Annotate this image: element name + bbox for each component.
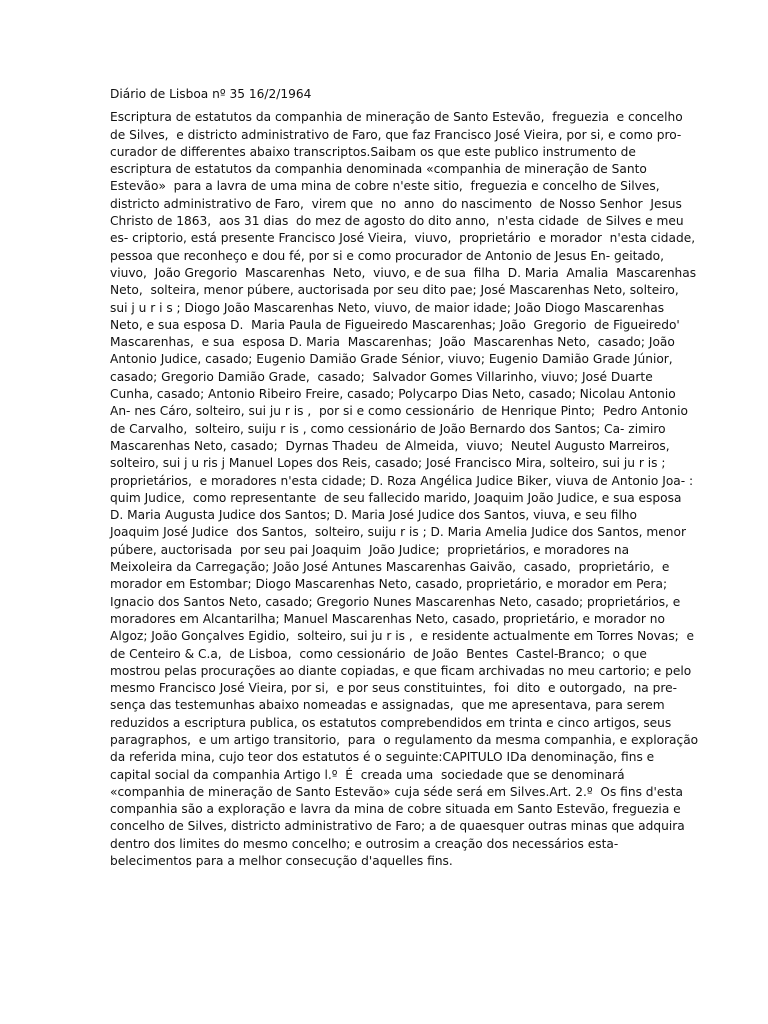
body-line: paragraphos, e um artigo transitorio, para o regulamento da mesma companhia, e exploração bbox=[110, 732, 699, 747]
body-line: Meixoleira da Carregação; João José Antunes Mascarenhas Gaivão, casado, proprietário, e bbox=[110, 560, 670, 575]
body-line: capital social da companhia Artigo l.º É creada uma sociedade que se denominará bbox=[110, 767, 625, 782]
body-line: Algoz; João Gonçalves Egidio, solteiro, sui ju r is , e residente actualmente em Torres Novas; e bbox=[110, 629, 695, 644]
body-line: da referida mina, cujo teor dos estatutos é o seguinte:CAPITULO IDa denominação, fins e bbox=[110, 750, 655, 765]
body-line: Christo de 1863, aos 31 dias do mez de agosto do dito anno, n'esta cidade de Silves e meu bbox=[110, 214, 684, 229]
body-line: companhia são a exploração e lavra da mina de cobre situada em Santo Estevão, freguezia e bbox=[110, 802, 681, 817]
body-line: concelho de Silves, districto administrativo de Faro; a de quaesquer outras minas que adquira bbox=[110, 819, 685, 834]
body-line: Antonio Judice, casado; Eugenio Damião Grade Sénior, viuvo; Eugenio Damião Grade Júnior, bbox=[110, 352, 673, 367]
body-line: escriptura de estatutos da companhia denominada «companhia de mineração de Santo bbox=[110, 162, 647, 177]
body-line: Neto, e sua esposa D. Maria Paula de Figueiredo Mascarenhas; João Gregorio de Figueiredo' bbox=[110, 317, 680, 332]
body-line: pessoa que reconheço e dou fé, por si e como procurador de Antonio de Jesus En- geitado, bbox=[110, 248, 664, 263]
body-line: mostrou pelas procurações ao diante copiadas, e que ficam archivadas no meu cartorio; e pelo bbox=[110, 663, 692, 678]
body-line: Ignacio dos Santos Neto, casado; Gregorio Nunes Mascarenhas Neto, casado; proprietários, e bbox=[110, 594, 681, 609]
body-line: casado; Gregorio Damião Grade, casado; Salvador Gomes Villarinho, viuvo; José Duarte bbox=[110, 369, 653, 384]
body-line: de Centeiro & C.a, de Lisboa, como cessionário de João Bentes Castel-Branco; o que bbox=[110, 646, 647, 661]
body-line: dentro dos limites do mesmo concelho; e outrosim a creação dos necessários esta- bbox=[110, 836, 619, 851]
document-title: Diário de Lisboa nº 35 16/2/1964 bbox=[110, 87, 312, 101]
body-line: Escriptura de estatutos da companhia de mineração de Santo Estevão, freguezia e concelho bbox=[110, 110, 683, 125]
body-line: Neto, solteira, menor púbere, auctorisada por seu dito pae; José Mascarenhas Neto, solteiro, bbox=[110, 283, 679, 298]
body-line: mesmo Francisco José Vieira, por si, e por seus constituintes, foi dito e outorgado, na pre- bbox=[110, 681, 678, 696]
document-page bbox=[110, 86, 699, 870]
body-line: reduzidos a escriptura publica, os estatutos comprebendidos em trinta e cinco artigos, seus bbox=[110, 715, 672, 730]
body-line: An- nes Cáro, solteiro, sui ju r is , por si e como cessionário de Henrique Pinto; Pedro Antonio bbox=[110, 404, 688, 419]
body-line: de Silves, e districto administrativo de Faro, que faz Francisco José Vieira, por si, e como pro- bbox=[110, 127, 682, 142]
body-line: es- criptorio, está presente Francisco José Vieira, viuvo, proprietário e morador n'esta cidade, bbox=[110, 231, 696, 246]
body-line: belecimentos para a melhor consecução d'aquelles fins. bbox=[110, 854, 453, 869]
body-line: Mascarenhas, e sua esposa D. Maria Mascarenhas; João Mascarenhas Neto, casado; João bbox=[110, 335, 675, 350]
body-line: D. Maria Augusta Judice dos Santos; D. Maria José Judice dos Santos, viuva, e seu filho bbox=[110, 508, 637, 523]
body-line: Estevão» para a lavra de uma mina de cobre n'este sitio, freguezia e concelho de Silves, bbox=[110, 179, 660, 194]
body-line: púbere, auctorisada por seu pai Joaquim João Judice; proprietários, e moradores na bbox=[110, 542, 630, 557]
body-line: quim Judice, como representante de seu fallecido marido, Joaquim João Judice, e sua esposa bbox=[110, 490, 682, 505]
body-line: curador de differentes abaixo transcriptos.Saibam os que este publico instrumento de bbox=[110, 144, 636, 159]
body-line: Cunha, casado; Antonio Ribeiro Freire, casado; Polycarpo Dias Neto, casado; Nicolau Antonio bbox=[110, 387, 676, 402]
body-line: proprietários, e moradores n'esta cidade; D. Roza Angélica Judice Biker, viuva de Antonio Joa- : bbox=[110, 473, 694, 488]
body-line: viuvo, João Gregorio Mascarenhas Neto, viuvo, e de sua filha D. Maria Amalia Mascarenhas bbox=[110, 265, 697, 280]
body-line: Mascarenhas Neto, casado; Dyrnas Thadeu de Almeida, viuvo; Neutel Augusto Marreiros, bbox=[110, 438, 670, 453]
body-line: districto administrativo de Faro, virem que no anno do nascimento de Nosso Senhor Jesus bbox=[110, 196, 682, 211]
body-line: morador em Estombar; Diogo Mascarenhas Neto, casado, proprietário, e morador em Pera; bbox=[110, 577, 668, 592]
body-line: moradores em Alcantarilha; Manuel Mascarenhas Neto, casado, proprietário, e morador no bbox=[110, 611, 665, 626]
document-body bbox=[110, 109, 699, 870]
body-line: Joaquim José Judice dos Santos, solteiro, suiju r is ; D. Maria Amelia Judice dos Santos, menor bbox=[110, 525, 686, 540]
body-line: «companhia de mineração de Santo Estevão» cuja séde será em Silves.Art. 2.º Os fins d'esta bbox=[110, 784, 683, 799]
body-line: de Carvalho, solteiro, suiju r is , como cessionário de João Bernardo dos Santos; Ca- zimiro bbox=[110, 421, 666, 436]
body-line: sença das testemunhas abaixo nomeadas e assignadas, que me apresentava, para serem bbox=[110, 698, 665, 713]
body-line: sui j u r i s ; Diogo João Mascarenhas Neto, viuvo, de maior idade; João Diogo Mascarenhas bbox=[110, 300, 665, 315]
body-line: solteiro, sui j u ris j Manuel Lopes dos Reis, casado; José Francisco Mira, solteiro, sui ju r is ; bbox=[110, 456, 666, 471]
